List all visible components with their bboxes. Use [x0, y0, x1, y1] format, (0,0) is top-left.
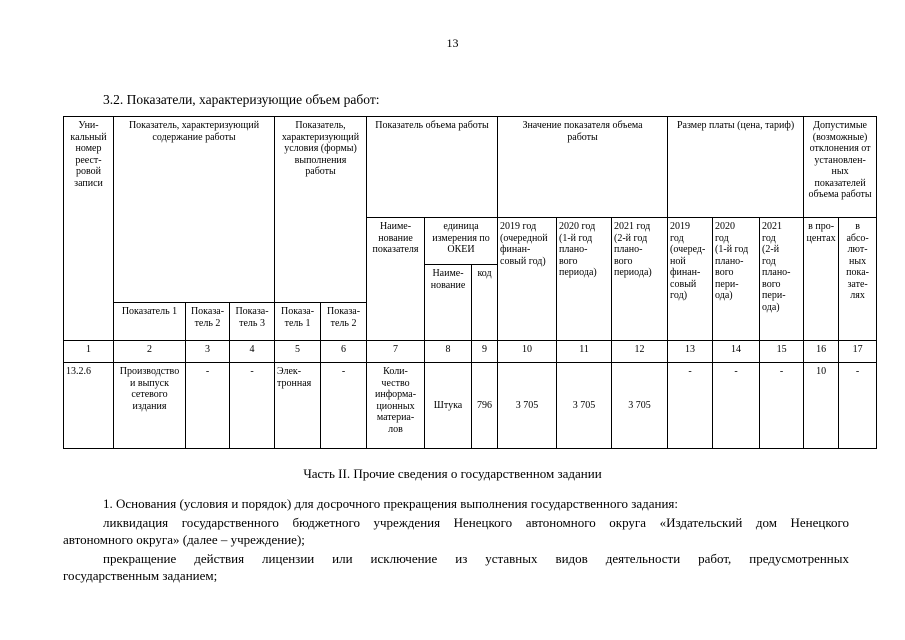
- cell-unit-code: 796: [472, 363, 498, 449]
- table-row: [64, 363, 877, 449]
- cell-value-2020: 3 705: [557, 363, 612, 449]
- paragraph-3-line-2: государственным заданием;: [63, 568, 218, 583]
- cell-value-2021: 3 705: [612, 363, 668, 449]
- page-number: 13: [446, 36, 459, 50]
- header-deviation-percent: в про- центах: [804, 218, 839, 341]
- header-condition-2: Показа- тель 2: [321, 303, 367, 341]
- col-number: 4: [230, 341, 275, 363]
- header-fee: Размер платы (цена, тариф): [668, 117, 804, 218]
- col-number: 9: [472, 341, 498, 363]
- col-number: 14: [713, 341, 760, 363]
- cell-condition-1: Элек- тронная: [275, 363, 321, 449]
- header-indicator-3: Показа- тель 3: [230, 303, 275, 341]
- col-number: 2: [114, 341, 186, 363]
- col-number: 16: [804, 341, 839, 363]
- col-number: 7: [367, 341, 425, 363]
- col-number: 5: [275, 341, 321, 363]
- header-unique-number: Уни- кальный номер реест- ровой записи: [64, 117, 114, 341]
- part-title: Часть II. Прочие сведения о государственном задании: [303, 466, 602, 481]
- col-number: 6: [321, 341, 367, 363]
- cell-content-indicator-2: -: [186, 363, 230, 449]
- header-deviation-absolute: в абсо- лют- ных пока- зате- лях: [839, 218, 877, 341]
- work-volume-table: [63, 116, 877, 449]
- header-unit-code: код: [472, 265, 498, 341]
- col-number: 11: [557, 341, 612, 363]
- header-fee-2019: 2019 год (очеред- ной финан- совый год): [668, 218, 713, 341]
- header-value-2020: 2020 год (1-й год плано- вого периода): [557, 218, 612, 341]
- col-number: 17: [839, 341, 877, 363]
- header-unit-name: Наиме- нование: [425, 265, 472, 341]
- cell-fee-2020: -: [713, 363, 760, 449]
- cell-registry-number: 13.2.6: [64, 363, 114, 449]
- cell-unit-name: Штука: [425, 363, 472, 449]
- col-number: 3: [186, 341, 230, 363]
- header-indicator-name: Наиме- нование показателя: [367, 218, 425, 341]
- header-condition-indicator: Показатель, характеризующий условия (формы) выполнения работы: [275, 117, 367, 303]
- cell-indicator-name: Коли- чество информа- ционных материа- лов: [367, 363, 425, 449]
- header-indicator-2: Показа- тель 2: [186, 303, 230, 341]
- col-number: 8: [425, 341, 472, 363]
- header-content-indicator: Показатель, характеризующий содержание работы: [114, 117, 275, 303]
- cell-content-indicator-1: Производство и выпуск сетевого издания: [114, 363, 186, 449]
- header-fee-2020: 2020 год (1-й год плано- вого пери- ода): [713, 218, 760, 341]
- header-volume-value: Значение показателя объема работы: [498, 117, 668, 218]
- section-title: 3.2. Показатели, характеризующие объем работ:: [103, 92, 380, 107]
- paragraph-2-line-1: ликвидация государственного бюджетного учреждения Ненецкого автономного округа «Издательский дом Ненецкого: [103, 515, 849, 530]
- col-number: 10: [498, 341, 557, 363]
- cell-content-indicator-3: -: [230, 363, 275, 449]
- paragraph-3-line-1: прекращение действия лицензии или исключение из уставных видов деятельности работ, предусмотренных: [103, 551, 849, 566]
- col-number: 15: [760, 341, 804, 363]
- paragraph-1: 1. Основания (условия и порядок) для досрочного прекращения выполнения государственного задания:: [103, 496, 679, 511]
- header-row-1: [64, 117, 877, 218]
- cell-deviation-absolute: -: [839, 363, 877, 449]
- col-number: 13: [668, 341, 713, 363]
- header-condition-1: Показа- тель 1: [275, 303, 321, 341]
- col-number: 1: [64, 341, 114, 363]
- header-volume-indicator: Показатель объема работы: [367, 117, 498, 218]
- cell-fee-2019: -: [668, 363, 713, 449]
- header-value-2021: 2021 год (2-й год плано- вого периода): [612, 218, 668, 341]
- cell-fee-2021: -: [760, 363, 804, 449]
- header-fee-2021: 2021 год (2-й год плано- вого пери- ода): [760, 218, 804, 341]
- header-deviation: Допустимые (возможные) отклонения от установлен- ных показателей объема работы: [804, 117, 877, 218]
- column-number-row: [64, 341, 877, 363]
- cell-deviation-percent: 10: [804, 363, 839, 449]
- col-number: 12: [612, 341, 668, 363]
- header-value-2019: 2019 год (очередной финан- совый год): [498, 218, 557, 341]
- header-indicator-1: Показатель 1: [114, 303, 186, 341]
- cell-condition-2: -: [321, 363, 367, 449]
- paragraph-2-line-2: автономного округа» (далее – учреждение);: [63, 532, 305, 547]
- cell-value-2019: 3 705: [498, 363, 557, 449]
- header-okei-unit: единица измерения по ОКЕИ: [425, 218, 498, 265]
